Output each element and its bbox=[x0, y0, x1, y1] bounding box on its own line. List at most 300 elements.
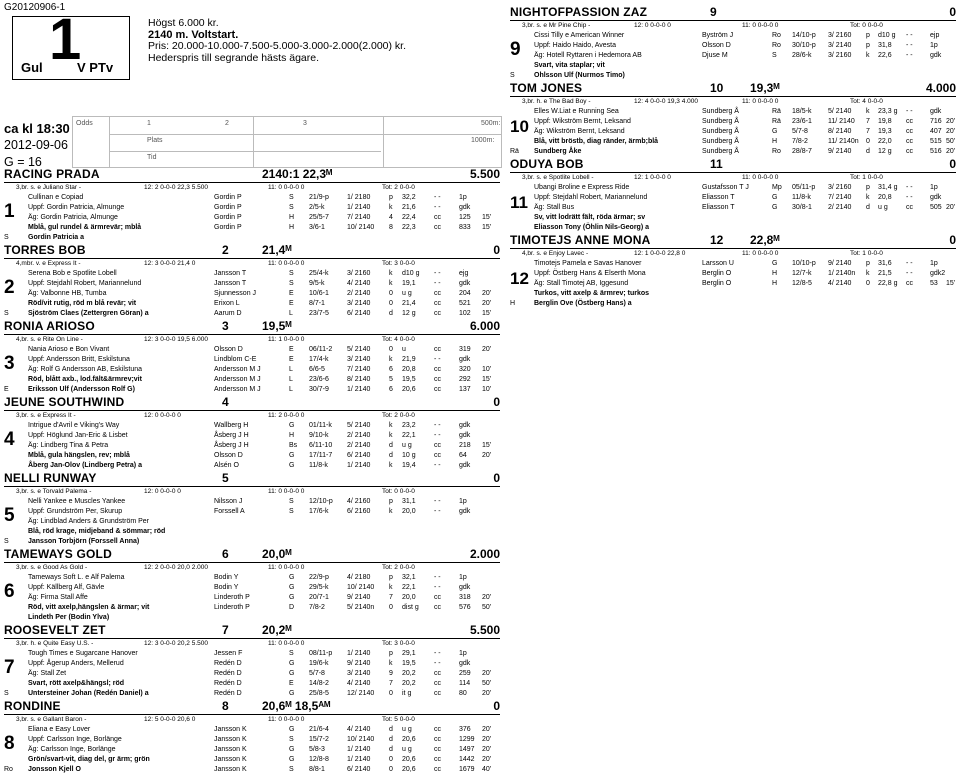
result-cell: - - bbox=[434, 280, 441, 287]
result-cell: 11/ 2140n bbox=[828, 138, 859, 145]
result-cell: cc bbox=[434, 366, 441, 373]
result-cell: p bbox=[866, 42, 870, 49]
result-cell: 19,5 bbox=[402, 660, 416, 667]
post-position: 6 bbox=[4, 581, 15, 602]
result-row bbox=[4, 441, 500, 451]
result-cell: 9 bbox=[389, 670, 393, 677]
result-cell: cc bbox=[434, 224, 441, 231]
result-cell: 22,6 bbox=[878, 52, 892, 59]
result-row bbox=[4, 375, 500, 385]
result-cell: 20' bbox=[482, 290, 492, 297]
horse-prize: 0 bbox=[949, 5, 956, 19]
result-cell: G bbox=[772, 204, 778, 211]
result-cell: 576 bbox=[459, 604, 471, 611]
trainer-name: Jonsson Kjell O bbox=[28, 766, 81, 773]
odds-tid: Tid bbox=[147, 154, 157, 161]
result-cell: cc bbox=[906, 204, 913, 211]
result-cell: 32,1 bbox=[402, 574, 416, 581]
result-cell: Linderoth P bbox=[214, 594, 250, 601]
result-cell: 32,2 bbox=[402, 194, 416, 201]
result-cell: gdk bbox=[459, 204, 471, 211]
horse-name: NELLI RUNWAY bbox=[4, 471, 97, 485]
result-cell: Åsberg J H bbox=[214, 442, 249, 449]
result-cell: 23,3 g bbox=[878, 108, 898, 115]
horse-entry bbox=[4, 624, 500, 699]
result-cell: Eliasson T bbox=[702, 194, 735, 201]
result-cell: gdk bbox=[459, 508, 471, 515]
horse-entry bbox=[510, 158, 956, 233]
result-cell: G bbox=[289, 756, 295, 763]
result-cell: 218 bbox=[459, 442, 471, 449]
result-cell: Sjunnesson J bbox=[214, 290, 257, 297]
horse-name: NIGHTOFPASSION ZAZ bbox=[510, 5, 648, 19]
result-cell: 10 g bbox=[402, 452, 416, 459]
result-cell: - - bbox=[434, 194, 441, 201]
result-cell: 20,6 bbox=[402, 386, 416, 393]
trainer-code: S bbox=[4, 538, 9, 545]
horse-number: 2 bbox=[222, 243, 229, 257]
result-row bbox=[4, 203, 500, 213]
horse-entry bbox=[4, 396, 500, 471]
result-cell: k bbox=[389, 462, 393, 469]
result-row bbox=[510, 279, 956, 289]
result-cell: u g bbox=[402, 290, 412, 297]
result-cell: 22,8 g bbox=[878, 280, 898, 287]
result-cell: Sundberg Å bbox=[702, 108, 739, 115]
result-cell: S bbox=[289, 766, 294, 773]
result-cell: - - bbox=[434, 432, 441, 439]
result-cell: 12/10-p bbox=[309, 498, 333, 505]
result-cell: L bbox=[289, 366, 293, 373]
result-cell: 50' bbox=[482, 604, 492, 611]
result-cell: 9/ 2140 bbox=[828, 260, 852, 267]
result-cell: 12 g bbox=[878, 148, 892, 155]
result-cell: 4/ 2140 bbox=[347, 280, 371, 287]
result-cell: E bbox=[289, 680, 294, 687]
result-cell: Gordin P bbox=[214, 204, 242, 211]
horse-stats-row bbox=[510, 173, 956, 183]
result-cell: 2/ 2140 bbox=[347, 442, 371, 449]
result-cell: Gordin P bbox=[214, 224, 242, 231]
result-cell: 23/6-6 bbox=[309, 376, 329, 383]
entry-text: Mblå, gul rundel & ärmrevär; mblå bbox=[28, 224, 142, 231]
result-cell: 20' bbox=[482, 346, 492, 353]
result-cell: Bodin Y bbox=[214, 574, 239, 581]
result-cell: 0 bbox=[389, 766, 393, 773]
entry-text: Äg: Carlsson Inge, Borlänge bbox=[28, 746, 116, 753]
entry-text: Uppf: Grundström Per, Skurup bbox=[28, 508, 123, 515]
horse-prize: 0 bbox=[493, 699, 500, 713]
result-cell: 22,0 bbox=[878, 138, 892, 145]
result-row bbox=[510, 269, 956, 279]
horse-pedigree: 3,br. s. e Spotlite Lobell - bbox=[522, 174, 594, 181]
result-cell: - - bbox=[434, 462, 441, 469]
result-cell: 20' bbox=[482, 726, 492, 733]
result-cell: Ro bbox=[772, 42, 781, 49]
result-cell: k bbox=[389, 422, 393, 429]
stats-2012: 12: 4 0-0-0 19,3 4.000 bbox=[634, 98, 698, 105]
result-cell: Gordin P bbox=[214, 194, 242, 201]
result-cell: 10' bbox=[482, 366, 492, 373]
result-cell: cc bbox=[434, 452, 441, 459]
result-cell: k bbox=[866, 108, 870, 115]
entry-text: Nania Arioso e Bon Vivant bbox=[28, 346, 110, 353]
odds-col-2: 2 bbox=[225, 120, 229, 127]
result-cell: 9/10-k bbox=[309, 432, 329, 439]
result-cell: H bbox=[772, 280, 778, 287]
result-cell: 05/11-p bbox=[792, 184, 816, 191]
result-cell: 50' bbox=[946, 138, 956, 145]
result-cell: 12/7-k bbox=[792, 270, 812, 277]
trainer-code: S bbox=[510, 72, 515, 79]
result-cell: u bbox=[402, 346, 406, 353]
result-cell: 7 bbox=[866, 128, 870, 135]
horse-name: RONDINE bbox=[4, 699, 61, 713]
trainer-row bbox=[4, 689, 500, 699]
trainer-name: Åberg Jan-Olov (Lindberg Petra) a bbox=[28, 462, 142, 469]
result-cell: Redén D bbox=[214, 690, 242, 697]
result-cell: 20,6 bbox=[402, 736, 416, 743]
result-cell: 4/ 2140 bbox=[347, 726, 371, 733]
entry-text: Äg: Stall Bus bbox=[534, 204, 575, 211]
stats-2011: 11: 0 0-0-0 0 bbox=[742, 174, 779, 181]
result-cell: 15' bbox=[946, 280, 956, 287]
trainer-name: Gordin Patricia a bbox=[28, 234, 85, 241]
result-cell: 102 bbox=[459, 310, 471, 317]
result-cell: k bbox=[389, 280, 393, 287]
stats-total: Tot: 0 0-0-0 bbox=[850, 22, 883, 29]
entry-text: Uppf: Gordin Patricia, Almunge bbox=[28, 204, 125, 211]
result-cell: k bbox=[389, 508, 393, 515]
stats-2012: 12: 2 0-0-0 20,0 2.000 bbox=[144, 564, 208, 571]
result-cell: S bbox=[289, 270, 294, 277]
horse-record: 20,2ᴹ bbox=[262, 623, 292, 637]
result-cell: 7 bbox=[389, 594, 393, 601]
entry-text: Äg: Stall Timotej AB, Iggesund bbox=[534, 280, 629, 287]
entry-text: Uppf: Östberg Hans & Elserth Mona bbox=[534, 270, 646, 277]
result-cell: d bbox=[389, 452, 393, 459]
stats-2011: 11: 1 0-0-0 0 bbox=[268, 336, 305, 343]
horse-number: 12 bbox=[710, 233, 724, 247]
horse-number: 4 bbox=[222, 395, 229, 409]
page-id: G20120906-1 bbox=[4, 2, 66, 13]
post-position: 7 bbox=[4, 657, 15, 678]
result-cell: 8 bbox=[389, 224, 393, 231]
result-cell: S bbox=[289, 498, 294, 505]
result-cell: cc bbox=[906, 280, 913, 287]
result-cell: ejg bbox=[459, 270, 469, 277]
result-cell: 22,4 bbox=[402, 214, 416, 221]
result-cell: 521 bbox=[459, 300, 471, 307]
stats-total: Tot: 1 0-0-0 bbox=[850, 174, 883, 181]
entry-text: Röd, blått axb., lod.fält&ärmrev;vit bbox=[28, 376, 142, 383]
stats-2012: 12: 5 0-0-0 20,6 0 bbox=[144, 716, 196, 723]
result-cell: 23/6-1 bbox=[792, 118, 812, 125]
horse-record: 19,5ᴹ bbox=[262, 319, 292, 333]
result-cell: cc bbox=[434, 680, 441, 687]
result-cell: 01/11-k bbox=[309, 422, 332, 429]
result-cell: 3/ 2160 bbox=[828, 52, 852, 59]
race-number-box bbox=[12, 7, 130, 80]
result-cell: - - bbox=[906, 194, 913, 201]
result-cell: 6/ 2160 bbox=[347, 508, 371, 515]
horse-name: TORRES BOB bbox=[4, 243, 86, 257]
horse-entry bbox=[4, 700, 500, 775]
result-cell: S bbox=[289, 204, 294, 211]
result-cell: 7/ 2140 bbox=[347, 214, 371, 221]
horse-stats-row bbox=[4, 335, 500, 345]
race-info bbox=[148, 18, 406, 64]
horse-entry bbox=[4, 548, 500, 623]
trainer-code: H bbox=[510, 300, 516, 307]
post-position: 5 bbox=[4, 505, 15, 526]
result-cell: 19,1 bbox=[402, 280, 416, 287]
result-cell: 12 g bbox=[402, 310, 416, 317]
horse-stats-row bbox=[4, 563, 500, 573]
entry-text: Äg: Gordin Patricia, Almunge bbox=[28, 214, 118, 221]
stats-2011: 11: 0 0-0-0 0 bbox=[742, 98, 779, 105]
result-cell: 3/ 2160 bbox=[828, 184, 852, 191]
result-cell: 5/7-8 bbox=[309, 670, 325, 677]
result-cell: Jansson T bbox=[214, 280, 247, 287]
horse-name: TIMOTEJS ANNE MONA bbox=[510, 233, 651, 247]
result-cell: Bs bbox=[289, 442, 298, 449]
horse-name: JEUNE SOUTHWIND bbox=[4, 395, 125, 409]
result-cell: 15' bbox=[482, 376, 492, 383]
result-cell: 5/ 2140 bbox=[828, 108, 852, 115]
result-cell: 20,0 bbox=[402, 508, 416, 515]
trainer-name: Sjöström Claes (Zettergren Göran) a bbox=[28, 310, 149, 317]
trainer-row bbox=[4, 385, 500, 395]
result-cell: 7/8-2 bbox=[792, 138, 808, 145]
result-cell: 21,9 bbox=[402, 356, 416, 363]
result-cell: 15' bbox=[482, 310, 492, 317]
stats-total: Tot: 2 0-0-0 bbox=[382, 184, 415, 191]
horse-entry bbox=[510, 234, 956, 309]
result-cell: Jessen F bbox=[214, 650, 243, 657]
result-cell: Jansson T bbox=[214, 270, 247, 277]
entry-text: Uppf: Stejdahl Robert, Mariannelund bbox=[28, 280, 142, 287]
result-cell: Mp bbox=[772, 184, 782, 191]
result-cell: 11/8-k bbox=[309, 462, 328, 469]
stats-2011: 11: 0 0-0-0 0 bbox=[268, 564, 305, 571]
entry-text: Cissi Tilly e American Winner bbox=[534, 32, 625, 39]
result-row bbox=[4, 603, 500, 613]
result-cell: Gustafsson T J bbox=[702, 184, 749, 191]
result-row bbox=[4, 299, 500, 309]
result-cell: Byström J bbox=[702, 32, 734, 39]
result-row bbox=[4, 649, 500, 659]
result-cell: - - bbox=[906, 108, 913, 115]
result-cell: 11/8-k bbox=[792, 194, 811, 201]
result-cell: p bbox=[389, 498, 393, 505]
horse-pedigree: 3,br. s. e Mr Pine Chip - bbox=[522, 22, 591, 29]
result-cell: gdk bbox=[930, 108, 942, 115]
result-row bbox=[4, 735, 500, 745]
result-cell: - - bbox=[434, 270, 441, 277]
result-cell: 4/ 2140 bbox=[828, 280, 852, 287]
result-cell: G bbox=[289, 660, 295, 667]
result-cell: 20,0 bbox=[402, 594, 416, 601]
horse-name: RONIA ARIOSO bbox=[4, 319, 95, 333]
stats-2011: 11: 0 0-0-0 0 bbox=[268, 488, 305, 495]
result-row bbox=[4, 659, 500, 669]
horse-entry bbox=[4, 244, 500, 319]
result-cell: 515 bbox=[930, 138, 942, 145]
result-cell: u g bbox=[402, 442, 412, 449]
horse-number: 5 bbox=[222, 471, 229, 485]
result-cell: Erixon L bbox=[214, 300, 240, 307]
entry-text: Äg: Lindberg Tina & Petra bbox=[28, 442, 109, 449]
result-cell: L bbox=[289, 376, 293, 383]
result-cell: - - bbox=[434, 422, 441, 429]
horse-pedigree: 3,br. s. e Gallant Baron - bbox=[16, 716, 87, 723]
horse-name: TOM JONES bbox=[510, 81, 583, 95]
result-cell: 19,4 bbox=[402, 462, 416, 469]
result-cell: p bbox=[866, 184, 870, 191]
horse-header bbox=[510, 6, 956, 21]
result-cell: 14/8-2 bbox=[309, 680, 329, 687]
result-cell: d bbox=[389, 310, 393, 317]
horse-record: 20,0ᴹ bbox=[262, 547, 292, 561]
result-cell: - - bbox=[906, 52, 913, 59]
result-cell: 2/ 2140 bbox=[828, 204, 852, 211]
result-cell: 17/11-7 bbox=[309, 452, 333, 459]
result-cell: 22,1 bbox=[402, 432, 416, 439]
result-cell: Bodin Y bbox=[214, 584, 239, 591]
race-info-line: Pris: 20.000-10.000-7.500-5.000-3.000-2.000(2.000) kr. bbox=[148, 40, 407, 52]
result-row bbox=[510, 127, 956, 137]
result-cell: k bbox=[389, 204, 393, 211]
entry-text: Cullinan e Copiad bbox=[28, 194, 84, 201]
result-cell: cc bbox=[906, 128, 913, 135]
result-cell: Jansson K bbox=[214, 766, 247, 773]
entry-text: Uppf: Höglund Jan-Eric & Lisbet bbox=[28, 432, 128, 439]
result-cell: 1p bbox=[930, 184, 938, 191]
result-cell: 30/7-9 bbox=[309, 386, 329, 393]
trainer-name: Sundberg Åke bbox=[534, 148, 582, 155]
result-cell: 1p bbox=[930, 42, 938, 49]
result-cell: 1679 bbox=[459, 766, 475, 773]
horse-pedigree: 3,br. s. e Good As Gold - bbox=[16, 564, 88, 571]
result-cell: cc bbox=[434, 376, 441, 383]
horse-entry bbox=[4, 320, 500, 395]
odds-plats: Plats bbox=[147, 137, 163, 144]
entry-text: Uppf: Stejdahl Robert, Mariannelund bbox=[534, 194, 648, 201]
result-cell: 19,3 bbox=[878, 128, 892, 135]
horse-prize: 0 bbox=[949, 157, 956, 171]
result-row bbox=[510, 41, 956, 51]
horse-prize: 0 bbox=[493, 471, 500, 485]
horse-header bbox=[4, 548, 500, 563]
horse-stats-row bbox=[510, 249, 956, 259]
result-cell: - - bbox=[906, 260, 913, 267]
horse-stats-row bbox=[4, 715, 500, 725]
result-cell: 2/5-k bbox=[309, 204, 325, 211]
horse-number: 11 bbox=[710, 157, 723, 171]
horse-prize: 0 bbox=[949, 233, 956, 247]
result-cell: 22,3 bbox=[402, 224, 416, 231]
result-cell: 11/ 2140 bbox=[828, 118, 855, 125]
result-cell: 204 bbox=[459, 290, 471, 297]
result-cell: 1/ 2140 bbox=[347, 650, 371, 657]
result-cell: 4/ 2180 bbox=[347, 574, 371, 581]
result-cell: cc bbox=[434, 690, 441, 697]
result-cell: G bbox=[289, 574, 295, 581]
result-cell: Ro bbox=[772, 32, 781, 39]
result-cell: 31,1 bbox=[402, 498, 416, 505]
result-cell: 1/ 2140 bbox=[347, 462, 371, 469]
stats-2012: 12: 3 0-0-0 20,2 5.500 bbox=[144, 640, 208, 647]
result-cell: p bbox=[866, 32, 870, 39]
result-cell: d10 g bbox=[402, 270, 420, 277]
result-cell: Alsén O bbox=[214, 462, 239, 469]
result-cell: L bbox=[289, 310, 293, 317]
result-cell: cc bbox=[906, 118, 913, 125]
result-cell: gdk bbox=[930, 194, 942, 201]
result-cell: k bbox=[866, 270, 870, 277]
result-cell: 08/11-p bbox=[309, 650, 333, 657]
post-position: 9 bbox=[510, 39, 521, 60]
result-cell: cc bbox=[434, 604, 441, 611]
result-cell: 19/6-k bbox=[309, 660, 329, 667]
result-cell: S bbox=[289, 508, 294, 515]
result-cell: 29,1 bbox=[402, 650, 416, 657]
result-cell: 114 bbox=[459, 680, 471, 687]
result-cell: 1/ 2140n bbox=[828, 270, 856, 277]
horse-pedigree: 3,br. s. e Juliano Star - bbox=[16, 184, 82, 191]
result-cell: Andersson M J bbox=[214, 366, 261, 373]
result-row bbox=[4, 289, 500, 299]
result-cell: 137 bbox=[459, 386, 471, 393]
result-cell: Aarum D bbox=[214, 310, 242, 317]
result-cell: d bbox=[389, 726, 393, 733]
result-cell: G bbox=[289, 584, 295, 591]
result-cell: 3/ 2160 bbox=[347, 270, 371, 277]
result-cell: 9/5-k bbox=[309, 280, 325, 287]
result-cell: 12/ 2140 bbox=[347, 690, 375, 697]
result-cell: 20,8 bbox=[878, 194, 892, 201]
result-cell: 2/ 2140 bbox=[347, 290, 371, 297]
result-cell: 292 bbox=[459, 376, 471, 383]
result-cell: Eliasson T bbox=[702, 204, 735, 211]
result-cell: 0 bbox=[389, 756, 393, 763]
result-cell: G bbox=[289, 690, 295, 697]
result-row bbox=[4, 223, 500, 233]
result-row bbox=[510, 193, 956, 203]
result-cell: gdk bbox=[930, 52, 942, 59]
horse-prize: 0 bbox=[493, 395, 500, 409]
result-cell: 31,6 bbox=[878, 260, 892, 267]
result-cell: gdk bbox=[459, 432, 471, 439]
result-cell: 1497 bbox=[459, 746, 475, 753]
result-cell: 1299 bbox=[459, 736, 475, 743]
result-cell: Redén D bbox=[214, 680, 242, 687]
result-cell: gdk2 bbox=[930, 270, 946, 277]
result-cell: G bbox=[289, 462, 295, 469]
result-cell: it g bbox=[402, 690, 412, 697]
horse-header bbox=[510, 82, 956, 97]
entry-text: Uppf: Källberg Alf, Gävle bbox=[28, 584, 105, 591]
result-cell: k bbox=[389, 584, 393, 591]
result-cell: 10/ 2140 bbox=[347, 736, 375, 743]
result-cell: G bbox=[289, 670, 295, 677]
result-cell: Ro bbox=[772, 148, 781, 155]
result-cell: 259 bbox=[459, 670, 471, 677]
horse-record: 2140:1 22,3ᴹ bbox=[262, 167, 333, 181]
trainer-code: S bbox=[4, 234, 9, 241]
horse-name: ODUYA BOB bbox=[510, 157, 584, 171]
